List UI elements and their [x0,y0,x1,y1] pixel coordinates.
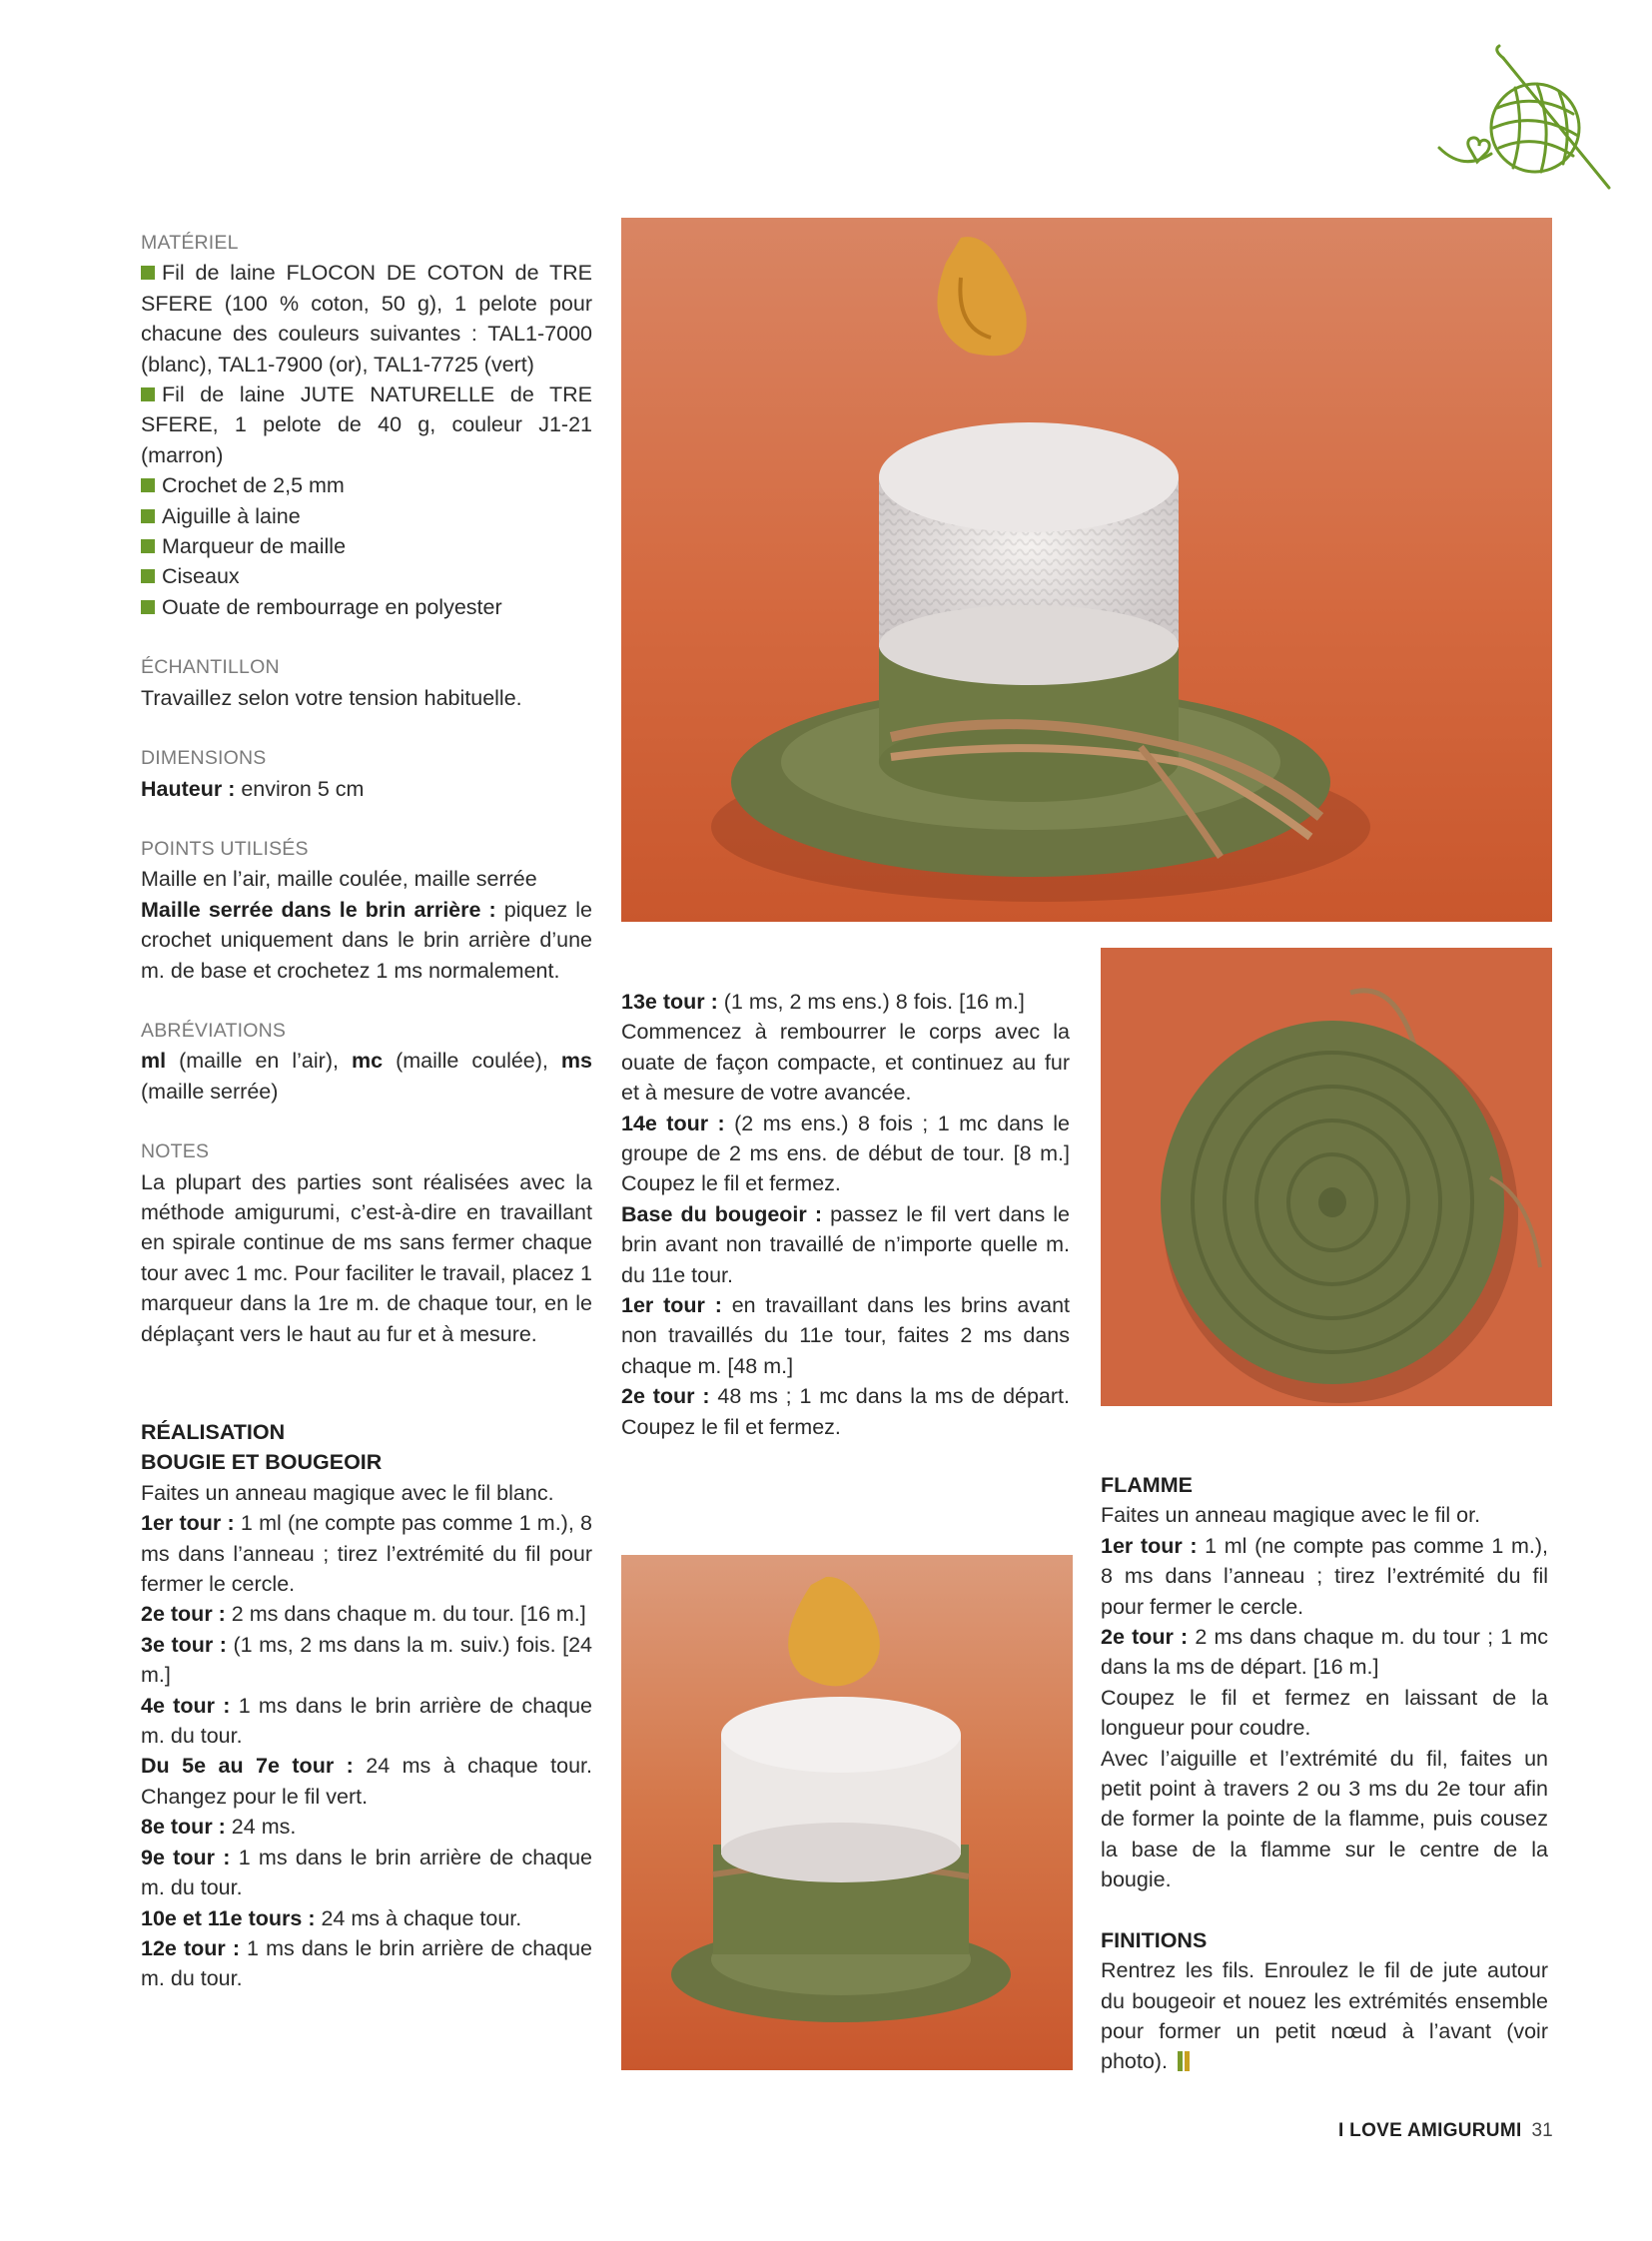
bullet-square-icon [141,509,155,523]
flamme-text: Avec l’aiguille et l’extrémité du fil, faites un petit point à travers 2 ou 3 ms du 2e tour afin de former la pointe de la flamme, puis cousez la base de la flamme sur le centre de la bougie. [1101,1746,1548,1892]
round: 2e tour : 48 ms ; 1 mc dans la ms de départ. Coupez le fil et fermez. [621,1384,1070,1439]
flamme-text: Coupez le fil et fermez en laissant de la longueur pour coudre. [1101,1685,1548,1741]
materiel-item: Ouate de rembourrage en polyester [141,592,592,622]
photo-candle-large [621,218,1552,922]
flamme-intro: Faites un anneau magique avec le fil or. [1101,1503,1481,1528]
left-column [141,228,592,1994]
bullet-square-icon [141,539,155,553]
round: 4e tour : 1 ms dans le brin arrière de chaque m. du tour. [141,1693,592,1749]
round: 12e tour : 1 ms dans le brin arrière de chaque m. du tour. [141,1935,592,1991]
materiel-item: Marqueur de maille [141,531,592,561]
flamme-heading: FLAMME [1101,1473,1193,1497]
points-text: Maille serrée dans le brin arrière : piquez le crochet uniquement dans le brin arrière d’une m. de base et crochetez 1 ms normalement. [141,897,592,983]
magazine-name: I LOVE AMIGURUMI [1338,2120,1522,2141]
realisation-intro: Faites un anneau magique avec le fil blanc. [141,1480,554,1505]
round: Du 5e au 7e tour : 24 ms à chaque tour. Changez pour le fil vert. [141,1754,592,1809]
bullet-square-icon [141,600,155,614]
photo-green-base [1101,948,1552,1406]
round: 2e tour : 2 ms dans chaque m. du tour. [16 m.] [141,1602,586,1627]
bullet-square-icon [141,478,155,492]
round: 1er tour : 1 ml (ne compte pas comme 1 m.), 8 ms dans l’anneau ; tirez l’extrémité du fil pour fermer le cercle. [1101,1533,1548,1619]
page-number: 31 [1531,2120,1553,2141]
materiel-heading: MATÉRIEL [141,232,239,254]
dimensions-text: Hauteur : environ 5 cm [141,776,365,801]
abreviations-text: ml (maille en l’air), mc (maille coulée), ms (maille serrée) [141,1049,592,1104]
notes-heading: NOTES [141,1140,210,1163]
end-mark-icon [1178,2051,1183,2071]
finitions-heading: FINITIONS [1101,1927,1208,1952]
dimensions-heading: DIMENSIONS [141,747,267,770]
stuffing-text: Commencez à rembourrer le corps avec la ouate de façon compacte, et continuez au fur et à mesure de votre avancée. [621,1020,1070,1106]
round: 10e et 11e tours : 24 ms à chaque tour. [141,1905,522,1930]
bullet-square-icon [141,266,155,280]
page-footer [1338,2120,1553,2142]
finitions-text: Rentrez les fils. Enroulez le fil de jute autour du bougeoir et nouez les extrémités ensemble pour former un petit nœud à l’avant (voir photo). [1101,1958,1548,2074]
round: 14e tour : (2 ms ens.) 8 fois ; 1 mc dans le groupe de 2 ms ens. de début de tour. [8 m.] Coupez le fil et fermez. [621,1111,1070,1196]
round: 9e tour : 1 ms dans le brin arrière de chaque m. du tour. [141,1845,592,1900]
right-column [1101,1470,1548,2077]
round: 3e tour : (1 ms, 2 ms dans la m. suiv.) fois. [24 m.] [141,1632,592,1688]
round: 8e tour : 24 ms. [141,1815,297,1840]
echantillon-text: Travaillez selon votre tension habituelle. [141,685,522,710]
materiel-item: Crochet de 2,5 mm [141,470,592,500]
abreviations-heading: ABRÉVIATIONS [141,1019,287,1042]
bullet-square-icon [141,387,155,401]
realisation-subheading: BOUGIE ET BOUGEOIR [141,1450,383,1475]
points-heading: POINTS UTILISÉS [141,837,309,860]
notes-text: La plupart des parties sont réalisées avec la méthode amigurumi, c’est-à-dire en travaillant en spirale continue de ms sans fermer chaque tour avec 1 mc. Pour faciliter le travail, placez 1 marqueur dans la 1re m. de chaque tour, en le déplaçant vers le haut au fur et à mesure. [141,1169,592,1346]
round: 2e tour : 2 ms dans chaque m. du tour ; 1 mc dans la ms de départ. [16 m.] [1101,1625,1548,1680]
yarn-ball-logo-icon [1423,44,1623,209]
materiel-item: Fil de laine FLOCON DE COTON de TRE SFERE (100 % coton, 50 g), 1 pelote pour chacune des couleurs suivantes : TAL1-7000 (blanc), TAL1-7900 (or), TAL1-7725 (vert) [141,261,592,376]
echantillon-heading: ÉCHANTILLON [141,656,280,679]
bullet-square-icon [141,569,155,583]
realisation-heading: RÉALISATION [141,1420,286,1444]
round: 1er tour : en travaillant dans les brins avant non travaillés du 11e tour, faites 2 ms dans chaque m. [48 m.] [621,1293,1070,1378]
round: 1er tour : 1 ml (ne compte pas comme 1 m.), 8 ms dans l’anneau ; tirez l’extrémité du fil pour fermer le cercle. [141,1511,592,1597]
middle-column [621,987,1070,1442]
points-line: Maille en l’air, maille coulée, maille serrée [141,867,537,892]
materiel-item: Aiguille à laine [141,501,592,531]
photo-candle-small [621,1555,1073,2070]
base-text: Base du bougeoir : passez le fil vert dans le brin avant non travaillé de n’importe quelle m. du 11e tour. [621,1201,1070,1287]
round: 13e tour : (1 ms, 2 ms ens.) 8 fois. [16 m.] [621,990,1025,1014]
materiel-item: Ciseaux [141,561,592,591]
materiel-item: Fil de laine JUTE NATURELLE de TRE SFERE, 1 pelote de 40 g, couleur J1-21 (marron) [141,382,592,467]
